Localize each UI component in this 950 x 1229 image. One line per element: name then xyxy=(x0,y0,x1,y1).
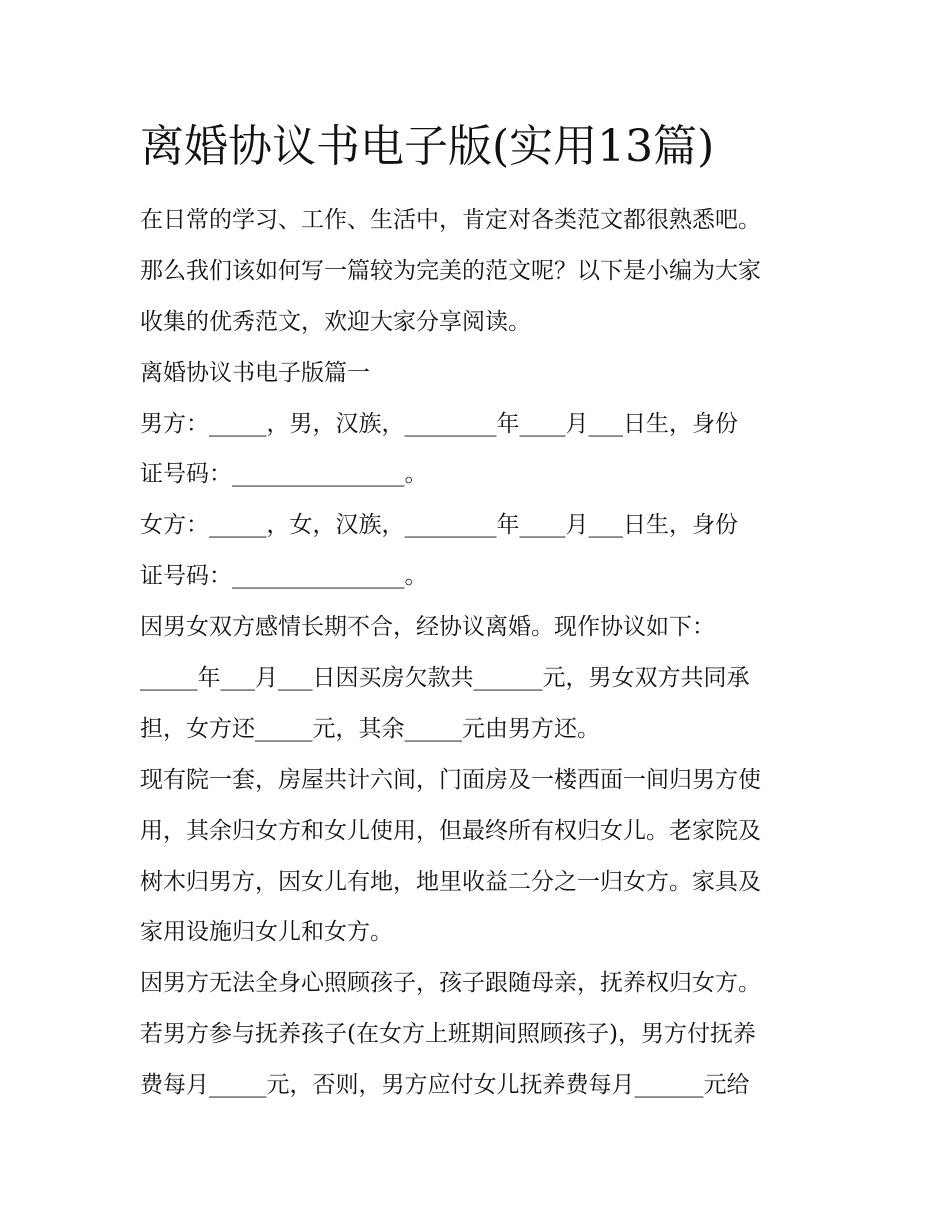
paragraph-line: 因男方无法全身心照顾孩子，孩子跟随母亲，抚养权归女方。 xyxy=(140,970,761,997)
document-body xyxy=(140,195,820,1111)
paragraph-line: 男方：_____，男，汉族，________年____月___日生，身份 xyxy=(140,410,738,437)
paragraph-line: 证号码：_______________。 xyxy=(140,461,428,488)
paragraph-line: 用，其余归女方和女儿使用，但最终所有权归女儿。老家院及 xyxy=(140,817,761,844)
paragraph-line: 若男方参与抚养孩子(在女方上班期间照顾孩子)，男方付抚养 xyxy=(140,1021,756,1048)
paragraph-line: 女方：_____，女，汉族，________年____月___日生，身份 xyxy=(140,512,738,539)
paragraph-line: 费每月_____元，否则，男方应付女儿抚养费每月______元给 xyxy=(140,1072,750,1099)
paragraph-line: 那么我们该如何写一篇较为完美的范文呢？以下是小编为大家 xyxy=(140,257,761,284)
section-heading: 离婚协议书电子版篇一 xyxy=(140,359,370,386)
paragraph-line: 家用设施归女儿和女方。 xyxy=(140,919,393,946)
paragraph-line: 证号码：_______________。 xyxy=(140,563,428,590)
paragraph-line: 收集的优秀范文，欢迎大家分享阅读。 xyxy=(140,308,531,335)
paragraph-line: 因男女双方感情长期不合，经协议离婚。现作协议如下： xyxy=(140,614,715,641)
document-title: 离婚协议书电子版(实用13篇) xyxy=(140,121,715,172)
paragraph-line: 担，女方还_____元，其余_____元由男方还。 xyxy=(140,715,600,742)
paragraph-line: 在日常的学习、工作、生活中，肯定对各类范文都很熟悉吧。 xyxy=(140,207,761,233)
paragraph-line: 树木归男方，因女儿有地，地里收益二分之一归女方。家具及 xyxy=(140,868,761,895)
paragraph-line: _____年___月___日因买房欠款共______元，男女双方共同承 xyxy=(140,665,750,692)
paragraph-line: 现有院一套，房屋共计六间，门面房及一楼西面一间归男方使 xyxy=(140,766,761,793)
